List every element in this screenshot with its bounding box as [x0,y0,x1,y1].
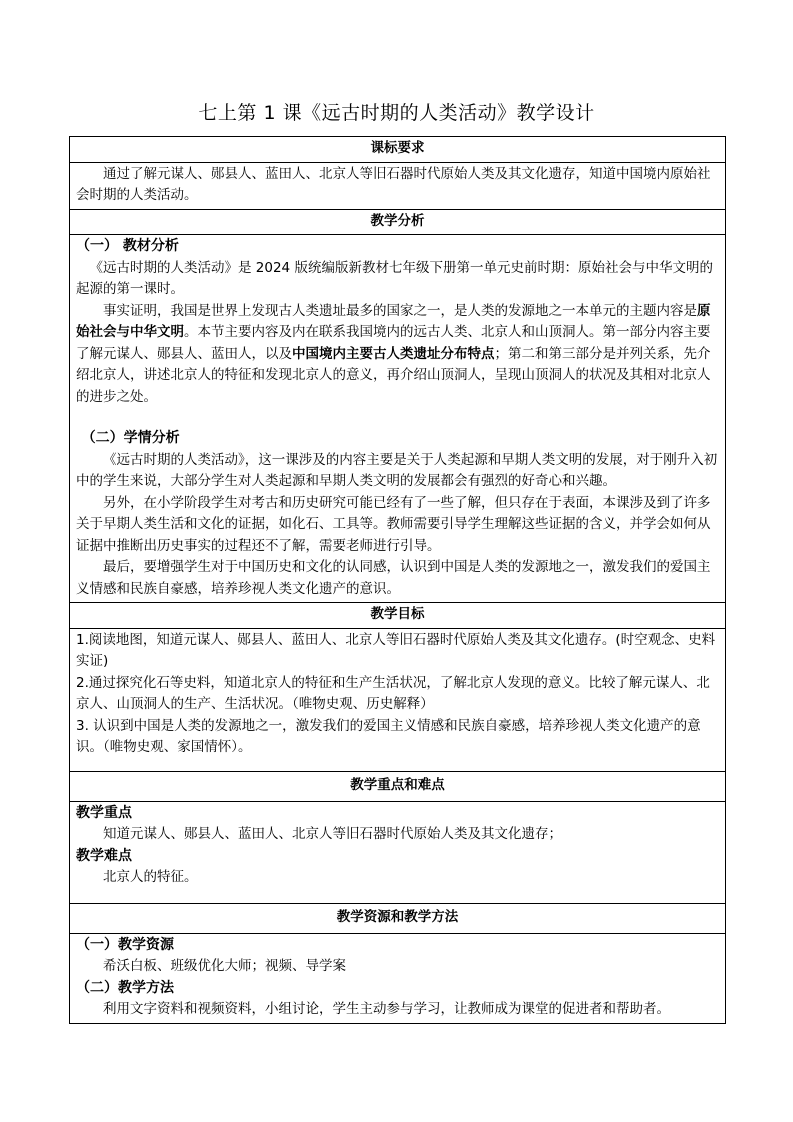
header-resources-methods: 教学资源和教学方法 [70,903,726,933]
difficulty-text: 北京人的特征。 [103,869,198,885]
textbook-analysis-heading: （一） 教材分析 [76,238,179,254]
curriculum-standards-text: 通过了解元谋人、郧县人、蓝田人、北京人等旧石器时代原始人类及其文化遗存，知道中国境内原始社会时期的人类活动。 [76,165,711,203]
header-curriculum-standards: 课标要求 [70,137,726,163]
learner-analysis-paragraph-3: 最后，要增强学生对于中国历史和文化的认同感，认识到中国是人类的发源地之一，激发我们的爱国主义情感和民族自豪感，培养珍视人类文化遗产的意识。 [76,559,711,597]
key-point-label: 教学重点 [76,804,132,821]
document-title: 七上第 1 课《远古时期的人类活动》教学设计 [198,102,595,124]
bold-term-site-distribution: 中国境内主要古人类遗址分布特点 [292,345,495,362]
teaching-analysis-cell [70,235,726,603]
learner-analysis-paragraph-2: 另外，在小学阶段学生对考古和历史研究可能已经有了一些了解，但只存在于表面，本课涉及到了许多关于早期人类生活和文化的证据，如化石、工具等。教师需要引导学生理解这些证据的含义，并学会如何从证据中推断出历史事实的过程还不了解，需要老师进行引导。 [76,494,711,554]
textbook-analysis-paragraph-1: 《远古时期的人类活动》是 2024 版统编版新教材七年级下册第一单元史前时期：原始社会与中华文明的起源的第一课时。 [76,259,713,297]
lesson-plan-table [69,136,726,1024]
objective-1: 1.阅读地图，知道元谋人、郧县人、蓝田人、北京人等旧石器时代原始人类及其文化遗存。(时空观念、史料实证) [76,631,716,669]
methods-text: 利用文字资料和视频资料，小组讨论，学生主动参与学习，让教师成为课堂的促进者和帮助者。 [103,1001,670,1017]
header-teaching-objectives: 教学目标 [70,603,726,629]
header-key-points: 教学重点和难点 [70,771,726,801]
learner-analysis-paragraph-1: 《远古时期的人类活动》，这一课涉及的内容主要是关于人类起源和早期人类文明的发展，对于刚升入初中的学生来说，大部分学生对人类起源和早期人类文明的发展都会有强烈的好奇心和兴趣。 [76,451,718,489]
text-segment: 事实证明，我国是世界上发现古人类遗址最多的国家之一，是人类的发源地之一本单元的主题内容是 [103,302,697,319]
objective-3: 3. 认识到中国是人类的发源地之一，激发我们的爱国主义情感和民族自豪感，培养珍视人类文化遗产的意识。（唯物史观、家国情怀）。 [76,717,701,755]
text-segment: 。本节主要内容及内在联系我国境内的远古人类、北京人和山顶洞人。第一部分内容主要了解元谋人、郧县人、蓝田人，以及 [76,324,711,362]
bold-term-primitive-society: 原始社会与中华文明 [76,302,711,340]
curriculum-standards-cell [70,162,726,209]
difficulty-label: 教学难点 [76,847,132,864]
resources-methods-cell [70,933,726,1023]
learner-analysis-heading: （二）学情分析 [81,430,180,446]
key-points-cell [70,801,726,903]
key-point-text: 知道元谋人、郧县人、蓝田人、北京人等旧石器时代原始人类及其文化遗存； [103,826,562,842]
methods-heading: （二）教学方法 [76,979,174,996]
text-segment: ；第二和第三部分是并列关系，先介绍北京人，讲述北京人的特征和发现北京人的意义，再介绍山顶洞人，呈现山顶洞人的状况及其相对北京人的进步之处。 [76,345,711,405]
resources-heading: （一）教学资源 [76,936,174,953]
textbook-analysis-paragraph-2 [76,301,719,409]
header-teaching-analysis: 教学分析 [70,209,726,235]
teaching-objectives-cell [70,628,726,771]
objective-2: 2.通过探究化石等史料，知道北京人的特征和生产生活状况，了解北京人发现的意义。比较了解元谋人、北京人、山顶洞人的生产、生活状况。（唯物史观、历史解释） [76,674,710,712]
resources-text: 希沃白板、班级优化大师；视频、导学案 [103,958,346,974]
